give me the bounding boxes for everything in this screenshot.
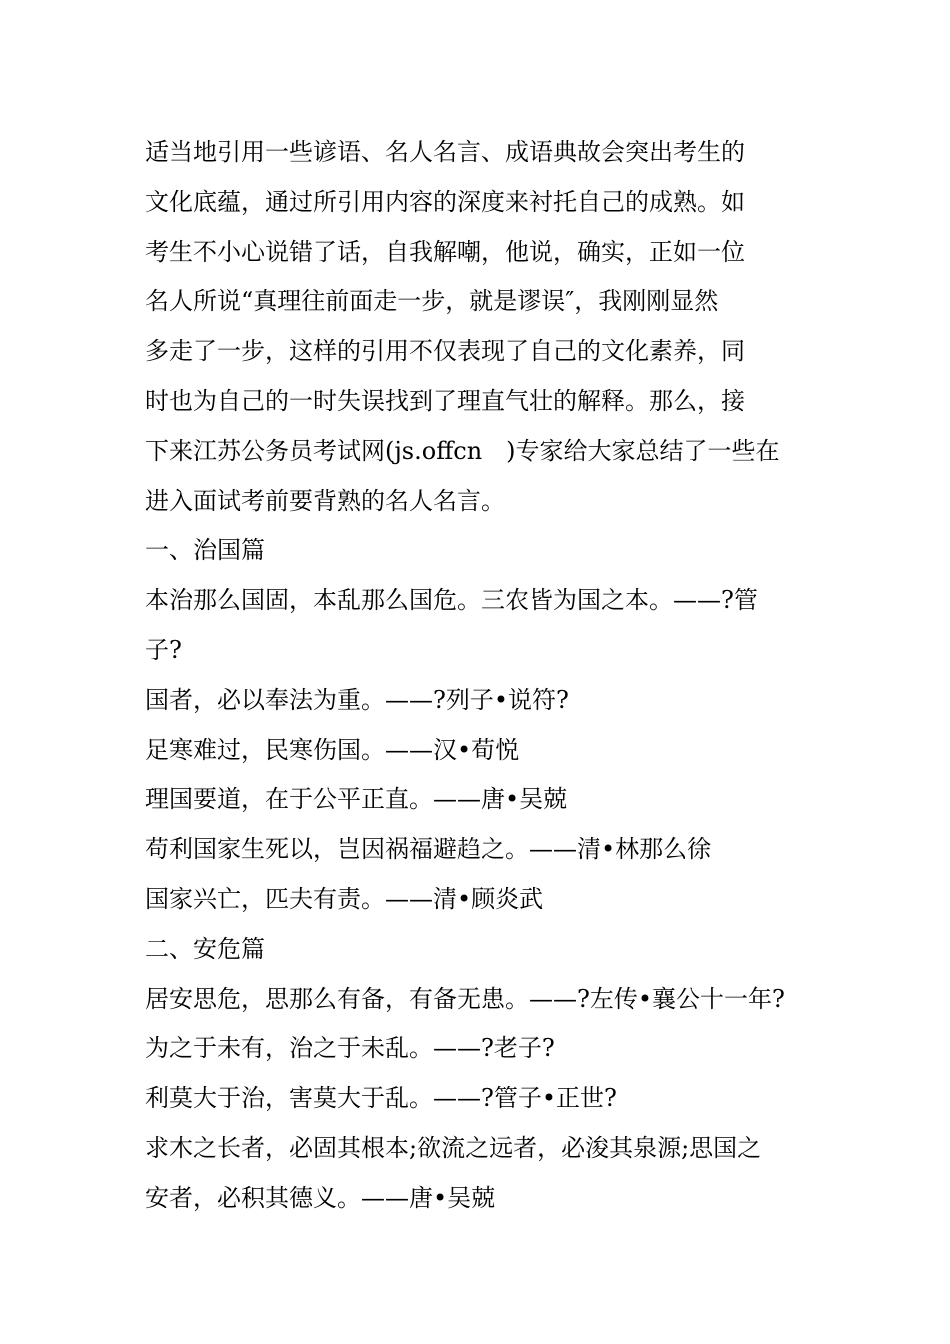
section-heading-security: 二、安危篇	[145, 934, 265, 963]
intro-line-7: 下来江苏公务员考试网(js.offcn )专家给大家总结了一些在	[145, 436, 780, 465]
quote-line: 居安思危，思那么有备，有备无患。——?左传•襄公十一年?	[145, 984, 785, 1013]
quote-line: 利莫大于治，害莫大于乱。——?管子•正世?	[145, 1084, 617, 1113]
quote-line: 本治那么国固，本乱那么国危。三农皆为国之本。——?管	[145, 586, 758, 615]
intro-line-4: 名人所说“真理往前面走一步，就是谬误″，我刚刚显然	[145, 287, 719, 316]
quote-line: 安者，必积其德义。——唐•吴兢	[145, 1183, 496, 1212]
intro-line-6: 时也为自己的一时失误找到了理直气壮的解释。那么，接	[145, 386, 745, 415]
quote-line: 子?	[145, 635, 182, 664]
quote-line: 国者，必以奉法为重。——?列子•说符?	[145, 685, 569, 714]
quote-line: 国家兴亡，匹夫有责。——清•顾炎武	[145, 884, 544, 913]
intro-line-3: 考生不小心说错了话，自我解嘲，他说，确实，正如一位	[145, 237, 745, 266]
quote-line: 求木之长者，必固其根本;欲流之远者，必浚其泉源;思国之	[145, 1133, 762, 1162]
intro-paragraph	[145, 128, 815, 526]
intro-line-5: 多走了一步，这样的引用不仅表现了自己的文化素养，同	[145, 337, 745, 366]
intro-line-8: 进入面试考前要背熟的名人名言。	[145, 486, 505, 515]
section-heading-governance: 一、治国篇	[145, 536, 265, 565]
intro-line-1: 适当地引用一些谚语、名人名言、成语典故会突出考生的	[145, 138, 745, 166]
quote-line: 苟利国家生死以，岂因祸福避趋之。——清•林那么徐	[145, 835, 712, 864]
intro-line-2: 文化底蕴，通过所引用内容的深度来衬托自己的成熟。如	[145, 187, 745, 216]
quote-line: 为之于未有，治之于未乱。——?老子?	[145, 1034, 555, 1063]
document-page	[145, 128, 815, 1224]
quote-line: 足寒难过，民寒伤国。——汉•荀悦	[145, 735, 520, 764]
quote-line: 理国要道，在于公平正直。——唐•吴兢	[145, 785, 568, 814]
